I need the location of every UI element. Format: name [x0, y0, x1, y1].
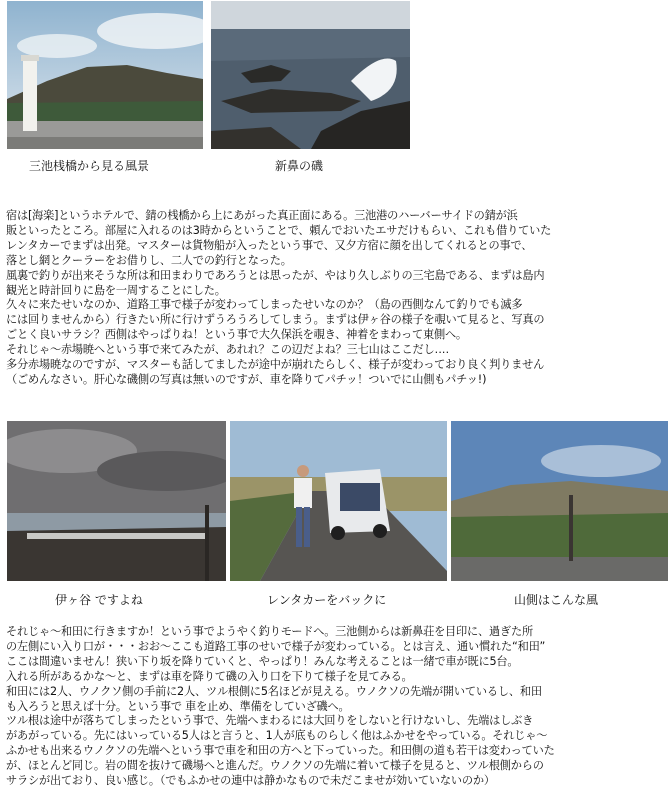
- text-line: （ごめんなさい。肝心な磯側の写真は無いのですが、車を降りてパチッ！ついでに山側もパチッ!): [6, 372, 487, 386]
- caption-rental-car: レンタカーをバックに: [267, 593, 387, 607]
- photo-igaya: [7, 421, 226, 581]
- text-line: 入れる所があるかな～と、まずは車を降りて磯の入り口を下りて様子を見てみる。: [6, 669, 413, 683]
- text-line: 宿は[海楽]というホテルで、錆の桟橋から上にあがった真正面にある。三池港のハーバーサイドの錆が浜: [6, 209, 518, 222]
- text-line: が、ほとんど同じ。岩の間を抜けて磯場へと進んだ。ウノクソの先端に着いて様子を見ると、ツル根側からの: [6, 759, 544, 773]
- text-line: には回りませんから）行きたい所に行けずうろうろしてしまう。まずは伊ヶ谷の様子を覗いて見ると、写真の: [6, 313, 545, 327]
- caption-niihana-rocks: 新鼻の磯: [275, 159, 324, 173]
- text-line: それじゃ～赤場暁へという事で来てみたが、あれれ？この辺だよね？三七山はここだし‥‥: [6, 343, 450, 357]
- text-line: 販といったところ。部屋に入れるのは3時からということで、頼んでおいたエサだけもらい、これも借りていた: [6, 223, 552, 237]
- text-line: 和田には2人、ウノクソ側の手前に2人、ツル根側に5名ほどが見える。ウノクソの先端が開いているし、和田: [6, 684, 542, 698]
- text-line: も入ろうと思えば十分。という事で 車を止め、準備をしていざ磯へ。: [6, 699, 350, 713]
- text-line: それじゃ～和田に行きますか！という事でようやく釣りモードへ。三池側からは新鼻荘を目印に、過ぎた所: [6, 625, 533, 638]
- text-line: があがっている。先にはいっている5人はと言うと、1人が底ものらしく他はふかせをやっている。それじゃ～: [6, 729, 548, 743]
- photo-mii-pier-view: [7, 1, 203, 149]
- text-line: 風裏で釣りが出来そうな所は和田まわりであろうとは思ったが、やはり久しぶりの三宅島である、まずは島内: [6, 268, 545, 282]
- caption-mii-pier-view: 三池桟橋から見る風景: [29, 159, 150, 173]
- text-line: サラシが出ており、良い感じ。（でもふかせの連中は静かなもので未だこませが効いていないのか）: [6, 774, 495, 788]
- story-paragraph-2: [6, 625, 666, 789]
- text-line: ここは間違いません！狭い下り坂を降りていくと、やっぱり！みんな考えることは一緒で車が既に5台。: [6, 654, 519, 668]
- photo-niihana-rocks: [211, 1, 410, 149]
- photo-mountain-side: [451, 421, 668, 581]
- text-line: ツル根は途中が落ちてしまったという事で、先端へまわるには大回りをしないと行けないし、先端はしぶき: [6, 714, 534, 728]
- text-line: ふかせも出来るウノクソの先端へという事で車を和田の方へと下っていった。和田側の道も若干は変わっていた: [6, 744, 555, 758]
- text-line: ごとく良いサラシ？西側はやっぱりね！という事で大久保浜を覗き、神着をまわって東側へ。: [6, 328, 467, 342]
- photo-rental-car: [230, 421, 447, 581]
- text-line: 多分赤場暁なのですが、マスターも話してましたが途中が崩れたらしく、様子が変わっており良く判りません: [6, 358, 545, 372]
- story-paragraph-1: [6, 209, 666, 388]
- caption-mountain-side: 山側はこんな風: [514, 593, 599, 607]
- text-line: の左側にい入り口が・・・おお～ここも道路工事のせいで様子が変わっている。とは言え、通い慣れた“和田”: [6, 639, 546, 653]
- text-line: レンタカーでまずは出発。マスターは貨物船が入ったという事で、又夕方宿に顔を出してくれるとの事で、: [6, 238, 533, 252]
- text-line: 久々に来たせいなのか、道路工事で様子が変わってしまったせいなのか？（島の西側なんて釣りでも滅多: [6, 298, 523, 312]
- text-line: 落とし網とクーラーをお借りし、二人での釣行となった。: [6, 253, 292, 267]
- caption-igaya: 伊ヶ谷 ですよね: [55, 593, 143, 607]
- text-line: 観光と時計回りに島を一周することにした。: [6, 283, 226, 297]
